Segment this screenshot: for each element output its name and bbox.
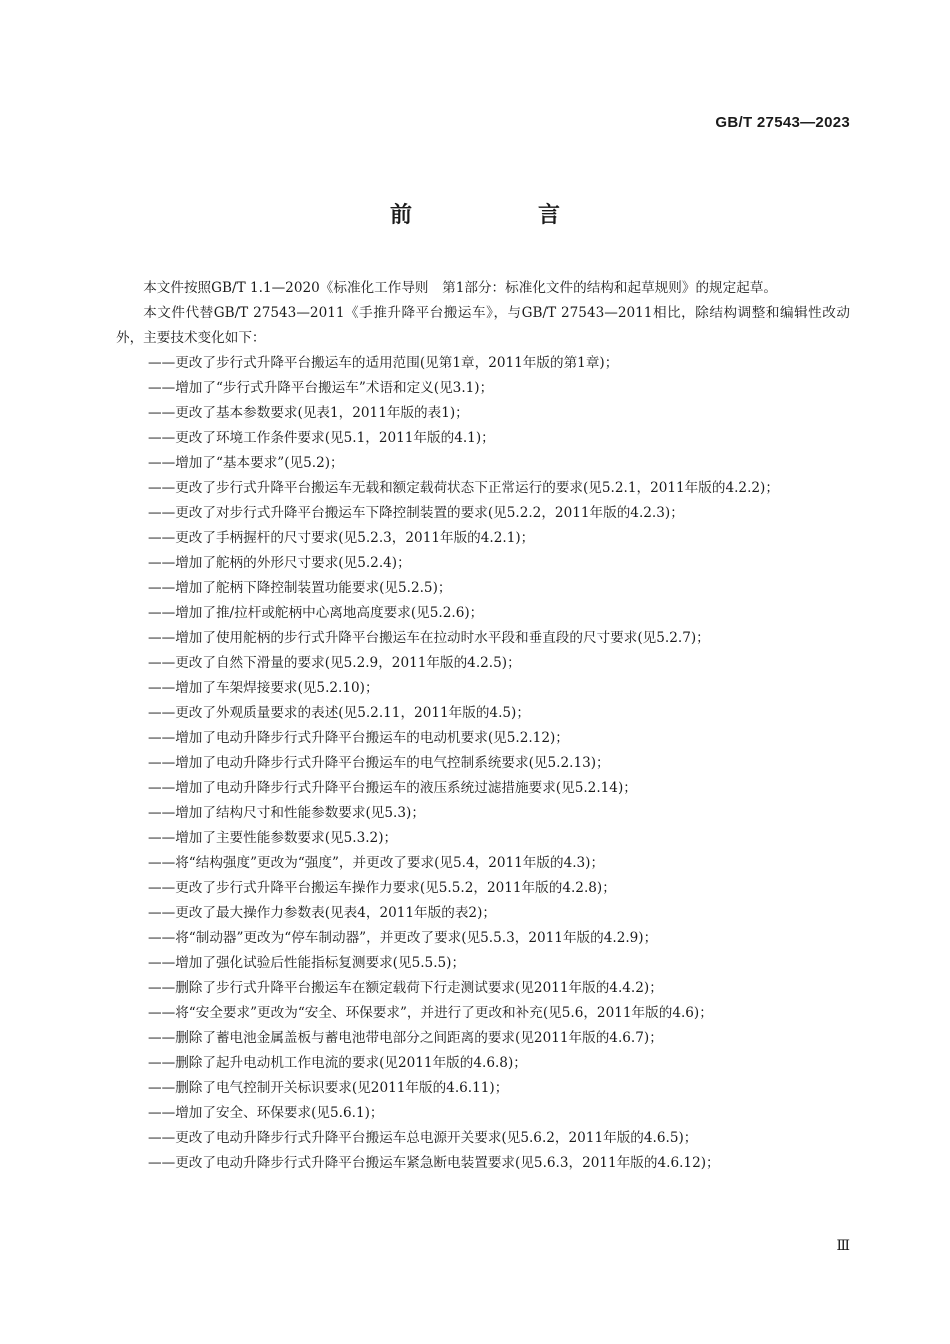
change-item: ——增加了结构尺寸和性能参数要求(见5.3)； <box>148 805 425 821</box>
change-item: ——增加了电动升降步行式升降平台搬运车的液压系统过滤措施要求(见5.2.14)； <box>148 780 637 796</box>
change-item: ——更改了环境工作条件要求(见5.1，2011年版的4.1)； <box>148 430 495 446</box>
change-item: ——更改了最大操作力参数表(见表4，2011年版的表2)； <box>148 905 496 921</box>
change-item: ——增加了安全、环保要求(见5.6.1)； <box>148 1105 384 1121</box>
change-item: ——增加了电动升降步行式升降平台搬运车的电动机要求(见5.2.12)； <box>148 730 569 746</box>
change-item: ——更改了自然下滑量的要求(见5.2.9，2011年版的4.2.5)； <box>148 655 521 671</box>
drafting-rule-paragraph: 本文件按照GB/T 1.1—2020《标准化工作导则 第1部分：标准化文件的结构和起草规则》的规定起草。 <box>143 280 778 296</box>
change-item: ——增加了主要性能参数要求(见5.3.2)； <box>148 830 398 846</box>
technical-changes-list <box>116 351 850 1176</box>
page-title: 前 言 <box>389 203 612 228</box>
change-item: ——增加了舵柄下降控制装置功能要求(见5.2.5)； <box>148 580 452 596</box>
change-item: ——更改了步行式升降平台搬运车无载和额定载荷状态下正常运行的要求(见5.2.1，2011年版的4.2.2)； <box>148 480 779 496</box>
change-item: ——将“安全要求”更改为“安全、环保要求”，并进行了更改和补充(见5.6，2011年版的4.6)； <box>148 1005 713 1021</box>
change-item: ——增加了车架焊接要求(见5.2.10)； <box>148 680 379 696</box>
change-item: ——更改了电动升降步行式升降平台搬运车紧急断电装置要求(见5.6.3，2011年版的4.6.12)； <box>148 1155 720 1171</box>
change-item: ——更改了外观质量要求的表述(见5.2.11，2011年版的4.5)； <box>148 705 530 721</box>
change-item: ——增加了电动升降步行式升降平台搬运车的电气控制系统要求(见5.2.13)； <box>148 755 610 771</box>
change-item: ——增加了使用舵柄的步行式升降平台搬运车在拉动时水平段和垂直段的尺寸要求(见5.2.7)； <box>148 630 710 646</box>
page-number: Ⅲ <box>836 1238 850 1254</box>
change-item: ——将“制动器”更改为“停车制动器”，并更改了要求(见5.5.3，2011年版的4.2.9)； <box>148 930 658 946</box>
standard-code: GB/T 27543—2023 <box>715 114 850 131</box>
replacement-paragraph: 本文件代替GB/T 27543—2011《手推升降平台搬运车》，与GB/T 27543—2011相比，除结构调整和编辑性改动外，主要技术变化如下： <box>116 305 850 346</box>
change-item: ——更改了电动升降步行式升降平台搬运车总电源开关要求(见5.6.2，2011年版的4.6.5)； <box>148 1130 698 1146</box>
change-item: ——更改了步行式升降平台搬运车操作力要求(见5.5.2，2011年版的4.2.8)； <box>148 880 616 896</box>
change-item: ——删除了起升电动机工作电流的要求(见2011年版的4.6.8)； <box>148 1055 527 1071</box>
change-item: ——更改了步行式升降平台搬运车的适用范围(见第1章，2011年版的第1章)； <box>148 355 619 371</box>
change-item: ——删除了步行式升降平台搬运车在额定载荷下行走测试要求(见2011年版的4.4.2)； <box>148 980 663 996</box>
change-item: ——将“结构强度”更改为“强度”，并更改了要求(见5.4，2011年版的4.3)； <box>148 855 605 871</box>
change-item: ——增加了强化试验后性能指标复测要求(见5.5.5)； <box>148 955 466 971</box>
change-item: ——更改了手柄握杆的尺寸要求(见5.2.3，2011年版的4.2.1)； <box>148 530 535 546</box>
change-item: ——删除了蓄电池金属盖板与蓄电池带电部分之间距离的要求(见2011年版的4.6.7)； <box>148 1030 663 1046</box>
foreword-body <box>116 276 850 1176</box>
change-item: ——删除了电气控制开关标识要求(见2011年版的4.6.11)； <box>148 1080 509 1096</box>
change-item: ——更改了基本参数要求(见表1，2011年版的表1)； <box>148 405 469 421</box>
change-item: ——增加了舵柄的外形尺寸要求(见5.2.4)； <box>148 555 411 571</box>
change-item: ——增加了“步行式升降平台搬运车”术语和定义(见3.1)； <box>148 380 494 396</box>
change-item: ——增加了“基本要求”(见5.2)； <box>148 455 344 471</box>
change-item: ——增加了推/拉杆或舵柄中心离地高度要求(见5.2.6)； <box>148 605 484 621</box>
change-item: ——更改了对步行式升降平台搬运车下降控制装置的要求(见5.2.2，2011年版的4.2.3)； <box>148 505 684 521</box>
